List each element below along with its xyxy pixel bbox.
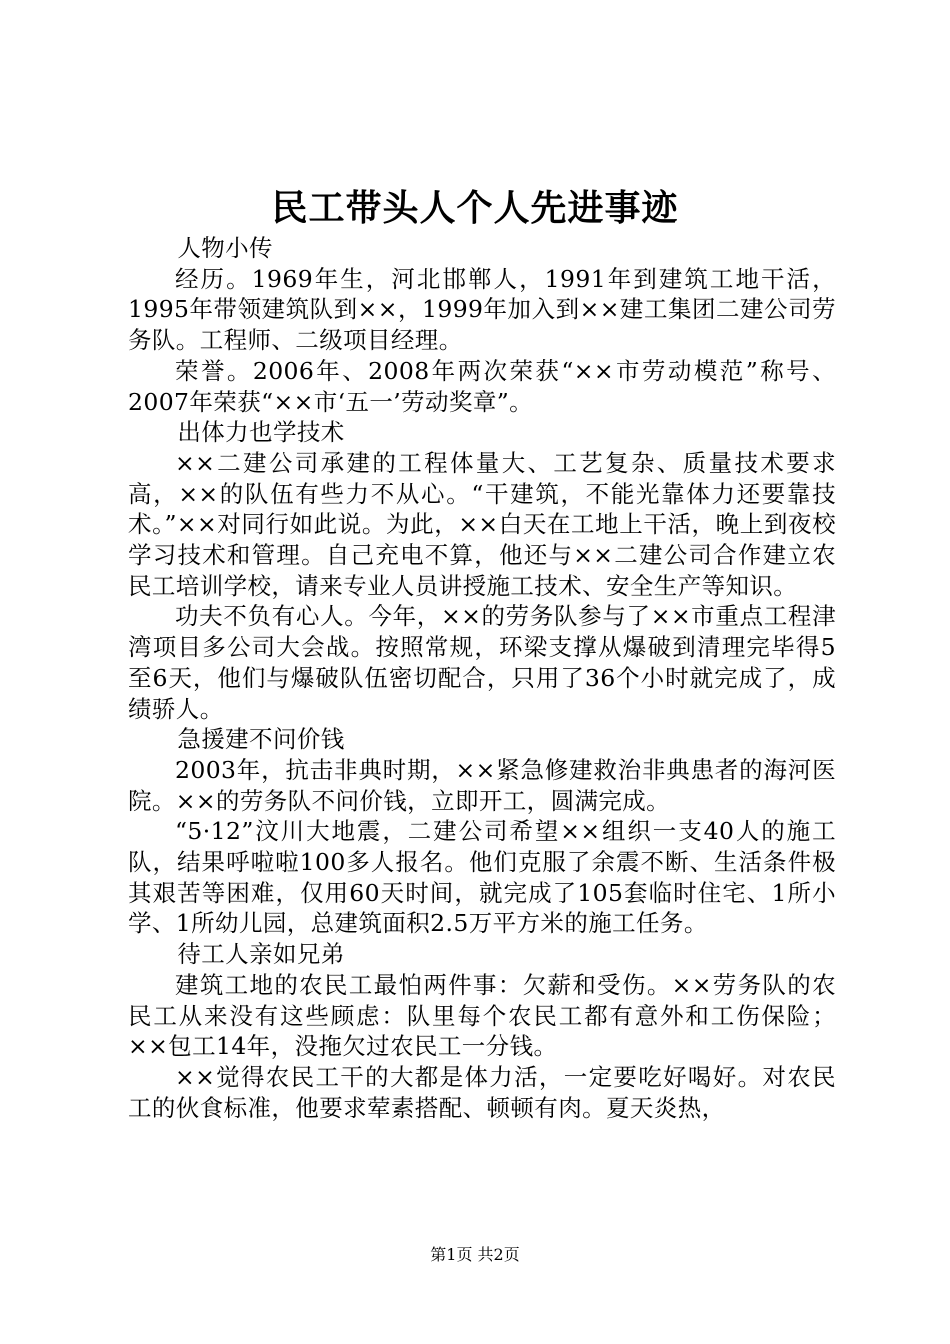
paragraph: ××觉得农民工干的大都是体力活，一定要吃好喝好。对农民工的伙食标准，他要求荤素搭配、顿顿有肉。夏天炎热， bbox=[128, 1062, 836, 1122]
document-title: 民工带头人个人先进事迹 bbox=[271, 187, 679, 229]
page-number-footer: 第1页 共2页 bbox=[430, 1245, 520, 1264]
paragraph: ××二建公司承建的工程体量大、工艺复杂、质量技术要求高，××的队伍有些力不从心。“干建筑，不能光靠体力还要靠技术。”××对同行如此说。为此，××白天在工地上干活，晚上到夜校学习技术和管理。自己充电不算，他还与××二建公司合作建立农民工培训学校，请来专业人员讲授施工技术、安全生产等知识。 bbox=[128, 448, 836, 600]
paragraph: 2003年，抗击非典时期，××紧急修建救治非典患者的海河医院。××的劳务队不问价钱，立即开工，圆满完成。 bbox=[128, 755, 836, 815]
paragraph: “5·12”汶川大地震，二建公司希望××组织一支40人的施工队，结果呼啦啦100多人报名。他们克服了余震不断、生活条件极其艰苦等困难，仅用60天时间，就完成了105套临时住宅、1所小学、1所幼儿园，总建筑面积2.5万平方米的施工任务。 bbox=[128, 817, 836, 938]
section-heading: 待工人亲如兄弟 bbox=[177, 940, 345, 969]
paragraph: 建筑工地的农民工最怕两件事：欠薪和受伤。××劳务队的农民工从来没有这些顾虑：队里每个农民工都有意外和工伤保险；××包工14年，没拖欠过农民工一分钱。 bbox=[128, 970, 836, 1061]
paragraph: 功夫不负有心人。今年，××的劳务队参与了××市重点工程津湾项目多公司大会战。按照常规，环梁支撑从爆破到清理完毕得5至6天，他们与爆破队伍密切配合，只用了36个小时就完成了，成绩骄人。 bbox=[128, 602, 836, 723]
section-heading: 出体力也学技术 bbox=[177, 418, 345, 447]
section-heading: 人物小传 bbox=[177, 234, 273, 262]
section-heading: 急援建不问价钱 bbox=[177, 725, 345, 754]
document-body bbox=[128, 233, 836, 1123]
paragraph: 经历。1969年生，河北邯郸人，1991年到建筑工地干活，1995年带领建筑队到××，1999年加入到××建工集团二建公司劳务队。工程师、二级项目经理。 bbox=[128, 264, 836, 355]
paragraph: 荣誉。2006年、2008年两次荣获“××市劳动模范”称号、2007年荣获“××市‘五一’劳动奖章”。 bbox=[128, 356, 836, 416]
